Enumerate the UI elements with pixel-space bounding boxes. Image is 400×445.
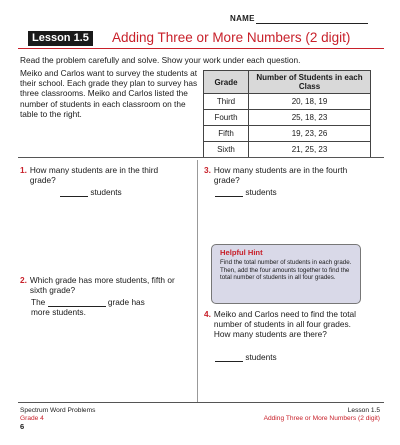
answer-unit: students xyxy=(245,352,277,362)
question-1 xyxy=(20,165,180,185)
table-cell-grade: Sixth xyxy=(204,142,249,158)
footer-divider xyxy=(18,402,384,403)
question-3 xyxy=(204,165,369,185)
table-row xyxy=(204,94,371,110)
section-divider xyxy=(18,157,384,158)
table-cell-grade: Third xyxy=(204,94,249,110)
answer-prefix: The xyxy=(31,297,46,307)
question-text: Meiko and Carlos need to find the total number of students in all four grades. How many students are there? xyxy=(213,309,356,340)
students-table xyxy=(203,70,371,158)
question-2 xyxy=(20,275,185,295)
table-cell-students: 25, 18, 23 xyxy=(249,110,371,126)
question-text: Which grade has more students, fifth or sixth grade? xyxy=(29,275,175,296)
table-header-students: Number of Students in each Class xyxy=(249,71,371,94)
table-cell-students: 19, 23, 26 xyxy=(249,126,371,142)
footer-lesson: Lesson 1.5 xyxy=(347,407,380,414)
lesson-title: Adding Three or More Numbers (2 digit) xyxy=(112,30,351,45)
footer-right xyxy=(264,407,380,423)
lesson-label: Lesson 1.5 xyxy=(28,31,93,46)
answer-unit: students xyxy=(245,187,277,197)
column-divider xyxy=(197,160,198,402)
answer-1 xyxy=(60,187,122,197)
answer-blank[interactable] xyxy=(48,298,106,307)
answer-3 xyxy=(215,187,277,197)
table-cell-students: 20, 18, 19 xyxy=(249,94,371,110)
answer-blank[interactable] xyxy=(215,188,243,197)
answer-unit: students xyxy=(90,187,122,197)
question-text: How many students are in the fourth grade? xyxy=(213,165,348,186)
question-4 xyxy=(204,309,369,340)
question-number: 1. xyxy=(20,165,27,175)
footer-book-title: Spectrum Word Problems xyxy=(20,407,96,414)
table-cell-grade: Fourth xyxy=(204,110,249,126)
question-number: 2. xyxy=(20,275,27,285)
answer-suffix: grade has xyxy=(107,297,145,307)
name-label: NAME xyxy=(230,14,255,23)
table-row xyxy=(204,126,371,142)
instructions: Read the problem carefully and solve. Show your work under each question. xyxy=(20,55,301,65)
problem-intro: Meiko and Carlos want to survey the students at their school. Each grade they plan to survey has three classrooms. Meiko and Carlos listed the number of students in each classroom on the table to the right. xyxy=(20,68,198,119)
table-row xyxy=(204,142,371,158)
footer-grade: Grade 4 xyxy=(20,415,44,422)
answer-blank[interactable] xyxy=(60,188,88,197)
table-cell-students: 21, 25, 23 xyxy=(249,142,371,158)
hint-text: Find the total number of students in each grade. Then, add the four amounts together to find the total number of students in all four grades. xyxy=(220,259,352,282)
name-blank-line[interactable] xyxy=(256,23,368,24)
answer-4 xyxy=(215,352,277,362)
page-number: 6 xyxy=(20,422,25,431)
question-text: How many students are in the third grade? xyxy=(29,165,159,186)
footer-left xyxy=(20,407,95,431)
table-cell-grade: Fifth xyxy=(204,126,249,142)
helpful-hint-box xyxy=(211,244,361,304)
table-row xyxy=(204,110,371,126)
answer-2 xyxy=(31,297,191,317)
table-header-grade: Grade xyxy=(204,71,249,94)
question-number: 4. xyxy=(204,309,211,319)
question-number: 3. xyxy=(204,165,211,175)
hint-title: Helpful Hint xyxy=(220,248,263,257)
answer-blank[interactable] xyxy=(215,353,243,362)
footer-lesson-title: Adding Three or More Numbers (2 digit) xyxy=(263,415,380,422)
answer-ending: more students. xyxy=(31,307,86,318)
